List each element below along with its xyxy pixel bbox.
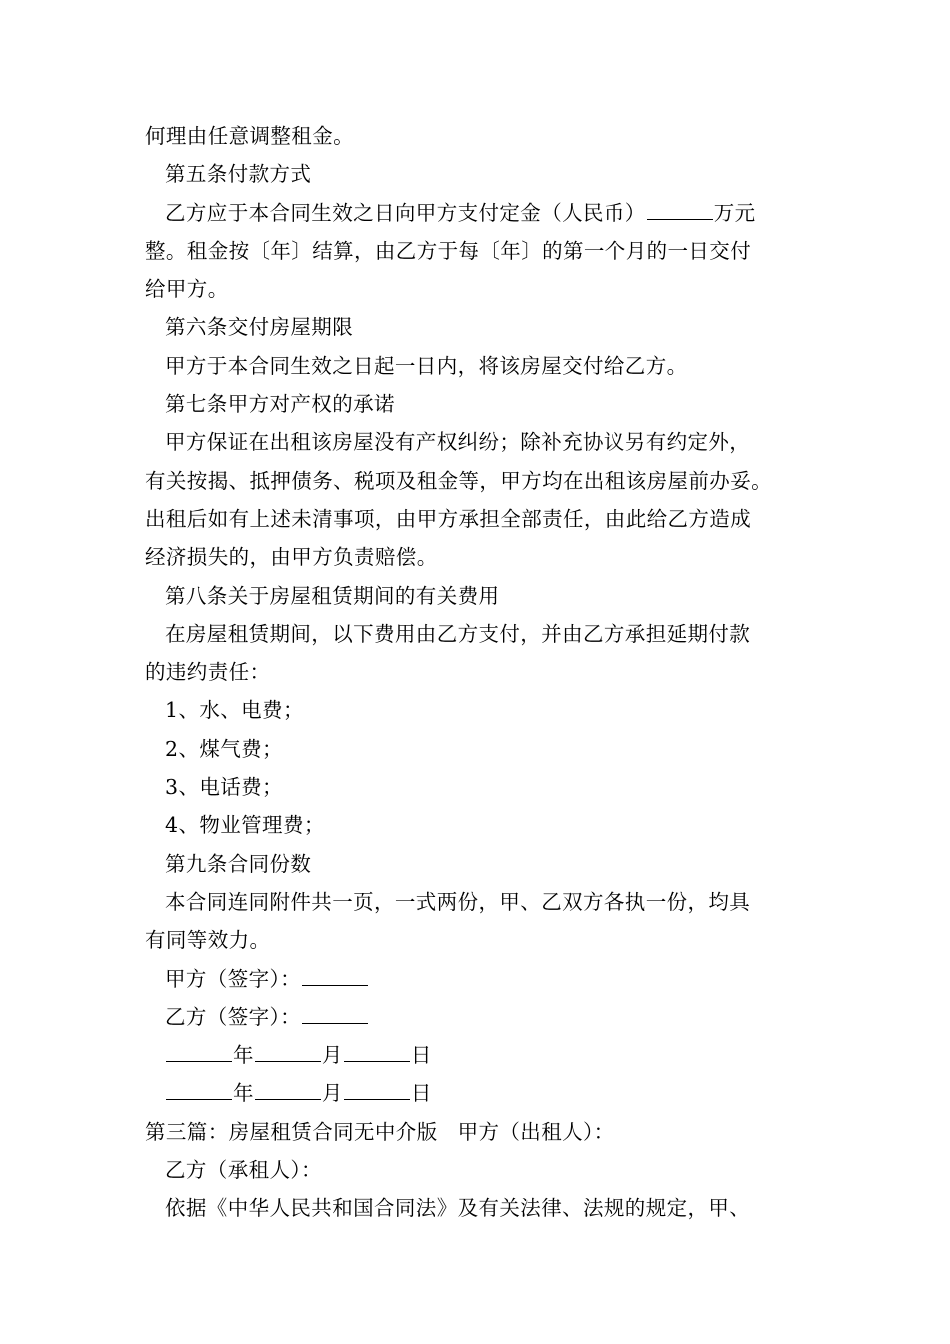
signature-label: 乙方（签字）： [165,1004,302,1029]
section-party-b: 乙方（承租人）： [165,1158,322,1183]
list-item: 1、水、电费； [165,698,304,723]
article-heading: 第八条关于房屋租赁期间的有关费用 [165,583,500,608]
section-title: 第三篇：房屋租赁合同无中介版 [145,1119,438,1144]
section-title-line [145,1113,835,1151]
text-line: 出租后如有上述未清事项，由甲方承担全部责任，由此给乙方造成 [145,506,752,531]
text-fragment: 乙方应于本合同生效之日向甲方支付定金（人民币） [165,200,646,225]
signature-blank [302,1001,368,1024]
text-line: 的违约责任： [145,660,271,685]
date-line [145,1074,835,1112]
date-year-label: 年 [233,1043,254,1068]
text-line: 有同等效力。 [145,928,271,953]
date-line [145,1036,835,1074]
text-line: 甲方保证在出租该房屋没有产权纠纷；除补充协议另有约定外， [165,430,751,455]
text-line: 整。租金按〔年〕结算，由乙方于每〔年〕的第一个月的一日交付 [145,238,752,263]
text-line [145,194,835,232]
date-day-label: 日 [410,1081,432,1106]
list-item: 3、电话费； [165,775,283,800]
list-item: 2、煤气费； [165,736,283,761]
signature-line-party-b [145,998,835,1036]
article-heading: 第七条甲方对产权的承诺 [165,392,395,417]
date-year-label: 年 [233,1081,254,1106]
section-intro: 依据《中华人民共和国合同法》及有关法律、法规的规定，甲、 [165,1196,751,1221]
date-month-label: 月 [321,1081,343,1106]
blank-field [647,197,713,220]
text-fragment: 万元 [713,200,756,225]
text-line: 本合同连同附件共一页，一式两份，甲、乙双方各执一份，均具 [165,889,751,914]
signature-label: 甲方（签字）： [165,966,302,991]
date-blank-month [255,1039,321,1062]
article-heading: 第六条交付房屋期限 [165,315,354,340]
date-blank-day [344,1039,410,1062]
article-heading: 第五条付款方式 [165,162,312,187]
article-heading: 第九条合同份数 [165,851,312,876]
text-line: 甲方于本合同生效之日起一日内，将该房屋交付给乙方。 [165,353,688,378]
date-day-label: 日 [410,1043,432,1068]
date-month-label: 月 [321,1043,343,1068]
date-blank-year [166,1077,232,1100]
list-item: 4、物业管理费； [165,813,325,838]
text-line: 在房屋租赁期间，以下费用由乙方支付，并由乙方承担延期付款 [165,621,751,646]
date-blank-year [166,1039,232,1062]
text-line: 经济损失的，由甲方负责赔偿。 [145,545,438,570]
text-line: 何理由任意调整租金。 [145,124,354,148]
section-party-a: 甲方（出租人）： [457,1119,615,1144]
document-page [145,117,835,1228]
signature-line-party-a [145,960,835,998]
text-line: 给甲方。 [145,277,229,302]
text-line: 有关按揭、抵押债务、税项及租金等，甲方均在出租该房屋前办妥。 [145,468,772,493]
signature-blank [302,963,368,986]
date-blank-month [255,1077,321,1100]
date-blank-day [344,1077,410,1100]
